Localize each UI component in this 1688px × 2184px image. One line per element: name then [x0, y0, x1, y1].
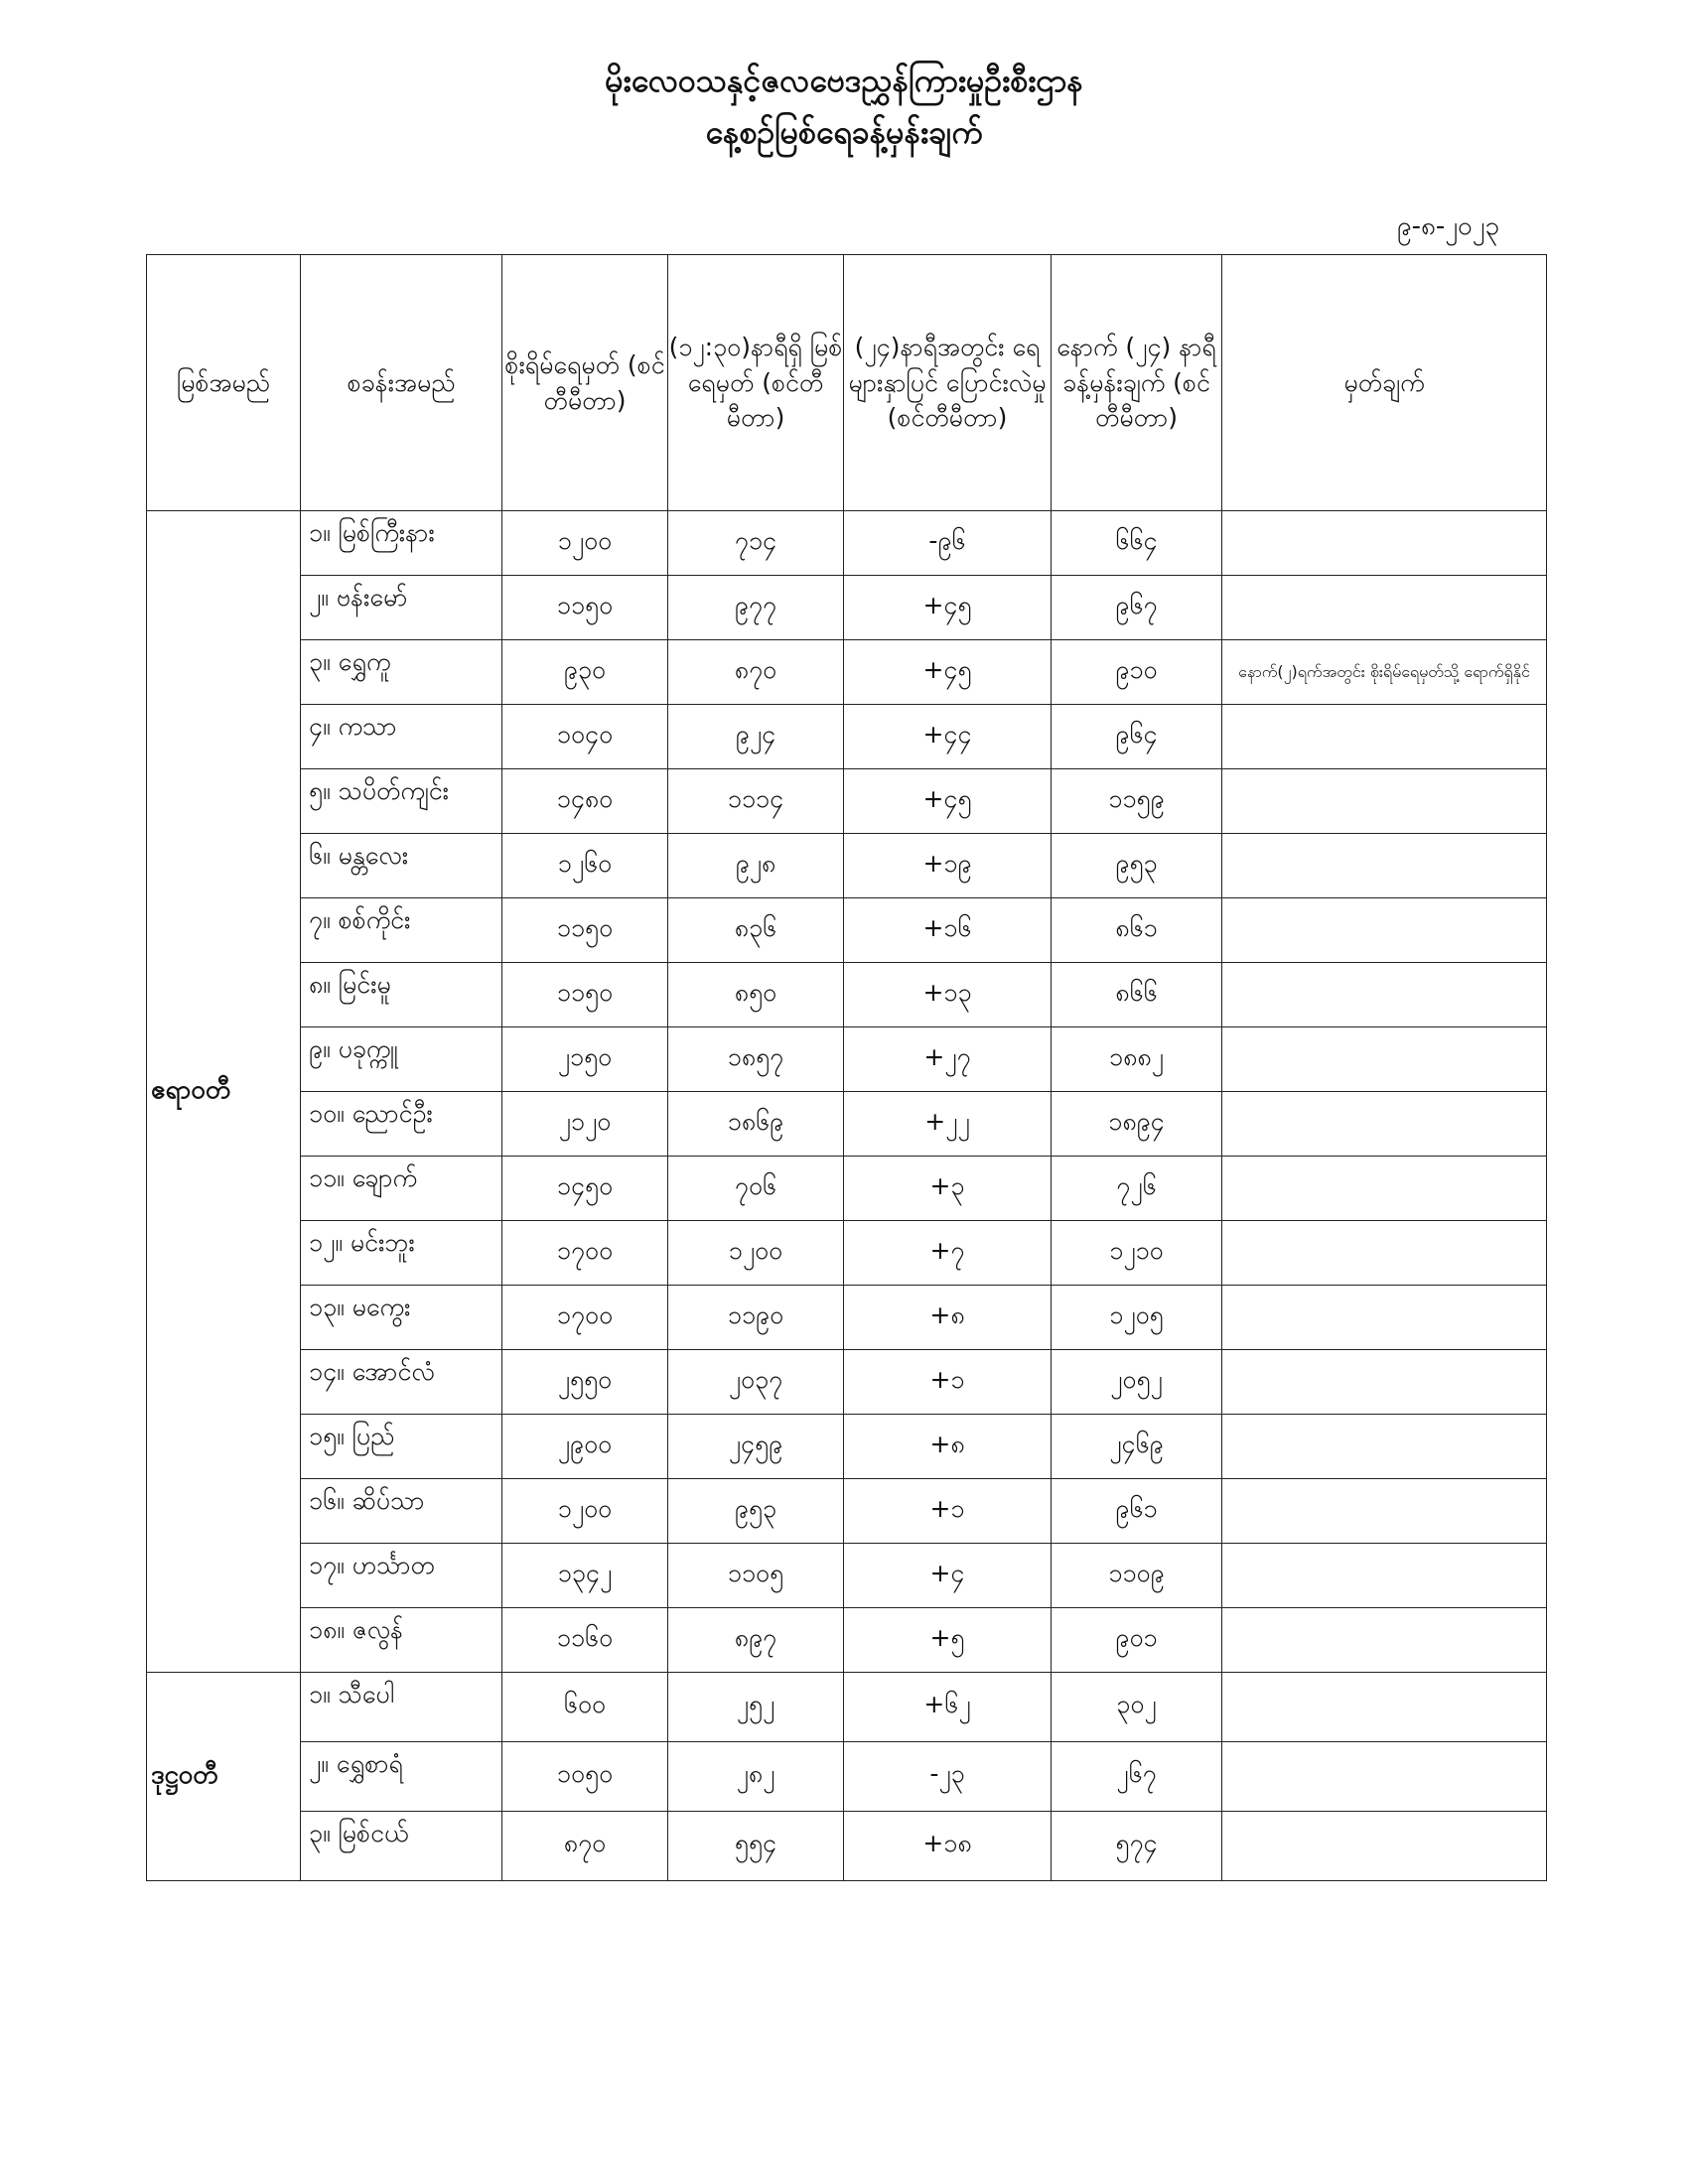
forecast-cell: ၇၂၆	[1052, 1157, 1222, 1221]
station-name: ၁။ သီပေါ	[301, 1673, 502, 1742]
remark-cell	[1222, 1673, 1547, 1742]
table-row	[147, 834, 1547, 898]
table-row	[147, 1544, 1547, 1608]
danger-level-cell: ၁၀၄၀	[502, 705, 668, 769]
table-row	[147, 1479, 1547, 1544]
column-header-change: (၂၄)နာရီအတွင်း ရေများနှာပြင် ပြောင်းလဲမှု (စင်တီမီတာ)	[844, 255, 1052, 511]
current-level-cell: ၂၈၂	[668, 1742, 844, 1812]
station-name: ၃။ ရွှေကူ	[301, 640, 502, 705]
forecast-cell: ၈၆၆	[1052, 963, 1222, 1027]
table-row	[147, 1286, 1547, 1350]
remark-cell	[1222, 963, 1547, 1027]
table-row	[147, 963, 1547, 1027]
table-row	[147, 1673, 1547, 1742]
table-row	[147, 769, 1547, 834]
remark-cell	[1222, 1027, 1547, 1092]
danger-level-cell: ၁၄၅၀	[502, 1157, 668, 1221]
station-name: ၁၈။ ဇလွန်	[301, 1608, 502, 1673]
column-header-river: မြစ်အမည်	[147, 255, 301, 511]
forecast-cell: ၂၄၆၉	[1052, 1415, 1222, 1479]
forecast-cell: ၉၆၄	[1052, 705, 1222, 769]
table-row	[147, 1608, 1547, 1673]
forecast-cell: ၁၈၈၂	[1052, 1027, 1222, 1092]
remark-cell	[1222, 1157, 1547, 1221]
level-change-cell: +၇	[844, 1221, 1052, 1286]
danger-level-cell: ၁၃၄၂	[502, 1544, 668, 1608]
current-level-cell: ၈၃၆	[668, 898, 844, 963]
station-name: ၁၂။ မင်းဘူး	[301, 1221, 502, 1286]
danger-level-cell: ၁၁၅၀	[502, 963, 668, 1027]
level-change-cell: +၈	[844, 1286, 1052, 1350]
remark-cell	[1222, 705, 1547, 769]
level-change-cell: +၄၅	[844, 769, 1052, 834]
remark-cell	[1222, 1479, 1547, 1544]
station-name: ၁။ မြစ်ကြီးနား	[301, 511, 502, 576]
forecast-cell: ၆၆၄	[1052, 511, 1222, 576]
report-date: ၉-၈-၂၀၂၃	[1396, 211, 1499, 241]
danger-level-cell: ၁၄၈၀	[502, 769, 668, 834]
station-name: ၁၁။ ချောက်	[301, 1157, 502, 1221]
forecast-cell: ၃၀၂	[1052, 1673, 1222, 1742]
level-change-cell: +၁	[844, 1479, 1052, 1544]
danger-level-cell: ၁၁၆၀	[502, 1608, 668, 1673]
table-row	[147, 1350, 1547, 1415]
station-name: ၁၃။ မကွေး	[301, 1286, 502, 1350]
station-name: ၆။ မန္တလေး	[301, 834, 502, 898]
level-change-cell: +၂၇	[844, 1027, 1052, 1092]
level-change-cell: +၄၅	[844, 640, 1052, 705]
station-name: ၁၆။ ဆိပ်သာ	[301, 1479, 502, 1544]
level-change-cell: +၅	[844, 1608, 1052, 1673]
remark-cell	[1222, 1415, 1547, 1479]
column-header-station: စခန်းအမည်	[301, 255, 502, 511]
current-level-cell: ၅၅၄	[668, 1812, 844, 1881]
current-level-cell: ၉၂၄	[668, 705, 844, 769]
remark-cell	[1222, 769, 1547, 834]
remark-cell	[1222, 1742, 1547, 1812]
river-name: ဧရာဝတီ	[147, 511, 301, 1673]
forecast-cell: ၁၂၁၀	[1052, 1221, 1222, 1286]
table-row	[147, 1157, 1547, 1221]
danger-level-cell: ၂၉၀၀	[502, 1415, 668, 1479]
remark-cell	[1222, 1544, 1547, 1608]
forecast-cell: ၅၇၄	[1052, 1812, 1222, 1881]
remark-cell	[1222, 834, 1547, 898]
remark-cell	[1222, 1812, 1547, 1881]
level-change-cell: +၄	[844, 1544, 1052, 1608]
remark-cell	[1222, 511, 1547, 576]
current-level-cell: ၈၅၀	[668, 963, 844, 1027]
table-row	[147, 640, 1547, 705]
current-level-cell: ၇၁၄	[668, 511, 844, 576]
level-change-cell: -၂၃	[844, 1742, 1052, 1812]
level-change-cell: +၃	[844, 1157, 1052, 1221]
danger-level-cell: ၁၁၅၀	[502, 898, 668, 963]
current-level-cell: ၈၇၀	[668, 640, 844, 705]
forecast-cell: ၉၀၁	[1052, 1608, 1222, 1673]
danger-level-cell: ၂၁၅၀	[502, 1027, 668, 1092]
forecast-cell: ၂၀၅၂	[1052, 1350, 1222, 1415]
station-name: ၈။ မြင်းမူ	[301, 963, 502, 1027]
station-name: ၁၀။ ညောင်ဦး	[301, 1092, 502, 1157]
danger-level-cell: ၆၀၀	[502, 1673, 668, 1742]
danger-level-cell: ၁၁၅၀	[502, 576, 668, 640]
danger-level-cell: ၂၅၅၀	[502, 1350, 668, 1415]
current-level-cell: ၁၁၉၀	[668, 1286, 844, 1350]
page-title: မိုးလေဝသနှင့်ဇလဗေဒညွှန်ကြားမှုဦးစီးဌာန	[605, 62, 1083, 99]
station-name: ၂။ ဗန်းမော်	[301, 576, 502, 640]
remark-cell: နောက်(၂)ရက်အတွင်း စိုးရိမ်ရေမှတ်သို့ ရောက်ရှိနိုင်	[1222, 640, 1547, 705]
current-level-cell: ၇၀၆	[668, 1157, 844, 1221]
station-name: ၉။ ပခုက္ကူ	[301, 1027, 502, 1092]
forecast-cell: ၉၁၀	[1052, 640, 1222, 705]
remark-cell	[1222, 576, 1547, 640]
table-row	[147, 1415, 1547, 1479]
remark-cell	[1222, 898, 1547, 963]
table-row	[147, 1812, 1547, 1881]
station-name: ၁၇။ ဟင်္သာတ	[301, 1544, 502, 1608]
current-level-cell: ၈၉၇	[668, 1608, 844, 1673]
table-header-row	[147, 255, 1547, 511]
forecast-cell: ၁၂၀၅	[1052, 1286, 1222, 1350]
current-level-cell: ၂၀၃၇	[668, 1350, 844, 1415]
forecast-cell: ၂၆၇	[1052, 1742, 1222, 1812]
river-name: ဒုဋ္ဌဝတီ	[147, 1673, 301, 1881]
column-header-forecast: နောက် (၂၄) နာရီ ခန့်မှန်းချက် (စင်တီမီတာ)	[1052, 255, 1222, 511]
remark-cell	[1222, 1286, 1547, 1350]
level-change-cell: +၆၂	[844, 1673, 1052, 1742]
table-row	[147, 576, 1547, 640]
column-header-remark: မှတ်ချက်	[1222, 255, 1547, 511]
danger-level-cell: ၁၇၀၀	[502, 1286, 668, 1350]
danger-level-cell: ၁၀၅၀	[502, 1742, 668, 1812]
danger-level-cell: ၁၂၆၀	[502, 834, 668, 898]
station-name: ၅။ သပိတ်ကျင်း	[301, 769, 502, 834]
current-level-cell: ၂၅၂	[668, 1673, 844, 1742]
station-name: ၂။ ရွှေစာရံ	[301, 1742, 502, 1812]
level-change-cell: +၂၂	[844, 1092, 1052, 1157]
level-change-cell: +၁၈	[844, 1812, 1052, 1881]
forecast-table	[146, 254, 1547, 1881]
table-row	[147, 1092, 1547, 1157]
table-row	[147, 1221, 1547, 1286]
danger-level-cell: ၈၇၀	[502, 1812, 668, 1881]
remark-cell	[1222, 1608, 1547, 1673]
level-change-cell: -၉၆	[844, 511, 1052, 576]
station-name: ၁၅။ ပြည်	[301, 1415, 502, 1479]
danger-level-cell: ၁၂၀၀	[502, 511, 668, 576]
current-level-cell: ၉၂၈	[668, 834, 844, 898]
current-level-cell: ၂၄၅၉	[668, 1415, 844, 1479]
forecast-cell: ၁၁၀၉	[1052, 1544, 1222, 1608]
current-level-cell: ၁၂၀၀	[668, 1221, 844, 1286]
table-row	[147, 898, 1547, 963]
page-subtitle: နေ့စဉ်မြစ်ရေခန့်မှန်းချက်	[705, 113, 983, 151]
column-header-danger-level: စိုးရိမ်ရေမှတ် (စင်တီမီတာ)	[502, 255, 668, 511]
remark-cell	[1222, 1092, 1547, 1157]
level-change-cell: +၁	[844, 1350, 1052, 1415]
station-name: ၄။ ကသာ	[301, 705, 502, 769]
forecast-cell: ၉၆၁	[1052, 1479, 1222, 1544]
station-name: ၃။ မြစ်ငယ်	[301, 1812, 502, 1881]
table-row	[147, 1742, 1547, 1812]
level-change-cell: +၄၅	[844, 576, 1052, 640]
current-level-cell: ၉၇၇	[668, 576, 844, 640]
danger-level-cell: ၂၁၂၀	[502, 1092, 668, 1157]
table-row	[147, 511, 1547, 576]
current-level-cell: ၉၅၃	[668, 1479, 844, 1544]
table-row	[147, 1027, 1547, 1092]
danger-level-cell: ၁၇၀၀	[502, 1221, 668, 1286]
forecast-cell: ၈၆၁	[1052, 898, 1222, 963]
current-level-cell: ၁၈၆၉	[668, 1092, 844, 1157]
remark-cell	[1222, 1350, 1547, 1415]
remark-cell	[1222, 1221, 1547, 1286]
level-change-cell: +၁၉	[844, 834, 1052, 898]
station-name: ၇။ စစ်ကိုင်း	[301, 898, 502, 963]
level-change-cell: +၄၄	[844, 705, 1052, 769]
station-name: ၁၄။ အောင်လံ	[301, 1350, 502, 1415]
level-change-cell: +၈	[844, 1415, 1052, 1479]
column-header-current-level: (၁၂:၃၀)နာရီရှိ မြစ်ရေမှတ် (စင်တီမီတာ)	[668, 255, 844, 511]
table-row	[147, 705, 1547, 769]
danger-level-cell: ၉၃၀	[502, 640, 668, 705]
danger-level-cell: ၁၂၀၀	[502, 1479, 668, 1544]
forecast-cell: ၉၆၇	[1052, 576, 1222, 640]
level-change-cell: +၁၆	[844, 898, 1052, 963]
forecast-cell: ၁၁၅၉	[1052, 769, 1222, 834]
current-level-cell: ၁၁၁၄	[668, 769, 844, 834]
current-level-cell: ၁၈၅၇	[668, 1027, 844, 1092]
level-change-cell: +၁၃	[844, 963, 1052, 1027]
current-level-cell: ၁၁၀၅	[668, 1544, 844, 1608]
forecast-cell: ၁၈၉၄	[1052, 1092, 1222, 1157]
forecast-cell: ၉၅၃	[1052, 834, 1222, 898]
